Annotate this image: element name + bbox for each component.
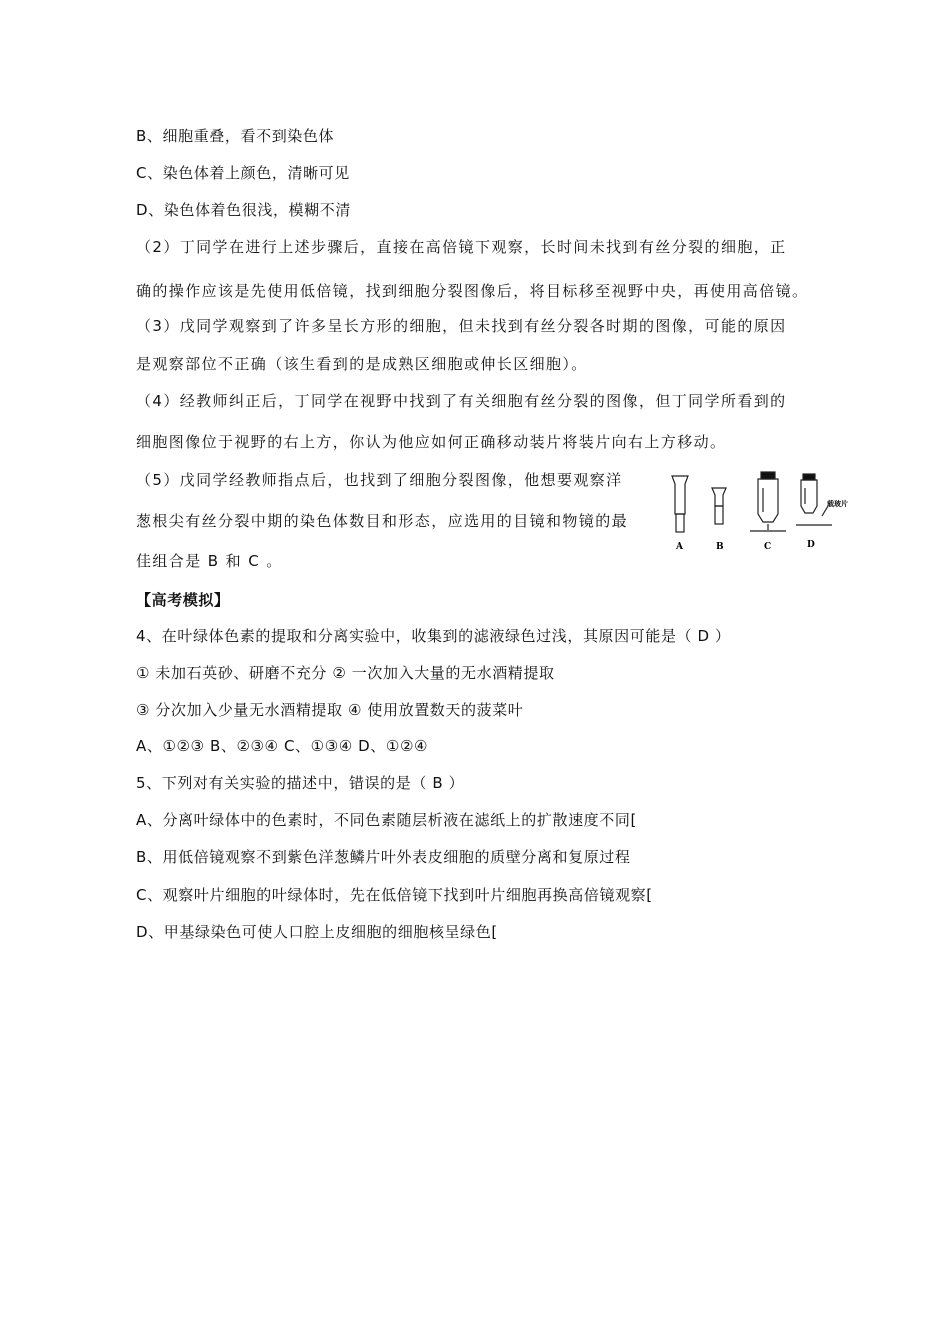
option-b-text: B、细胞重叠，看不到染色体: [136, 127, 335, 145]
question-2-line-2: 确的操作应该是先使用低倍镜，找到细胞分裂图像后，将目标移至视野中央，再使用高倍镜。: [136, 282, 809, 300]
option-d-text: D、染色体着色很浅，模糊不清: [136, 201, 351, 219]
slide-label: 载玻片: [827, 499, 848, 508]
section-heading: 【高考模拟】: [136, 591, 230, 609]
question-4-items-3-4: ③ 分次加入少量无水酒精提取 ④ 使用放置数天的菠菜叶: [136, 701, 524, 719]
lens-diagram: [662, 468, 862, 558]
question-5-line-2: 葱根尖有丝分裂中期的染色体数目和形态，应选用的目镜和物镜的最: [136, 512, 629, 530]
question-4-items-1-2: ① 未加石英砂、研磨不充分 ② 一次加入大量的无水酒精提取: [136, 664, 555, 682]
question-5-option-a: A、分离叶绿体中的色素时，不同色素随层析液在滤纸上的扩散速度不同[: [136, 811, 637, 829]
question-4-stem: 4、在叶绿体色素的提取和分离实验中，收集到的滤液绿色过浅，其原因可能是（ D ）: [136, 627, 731, 645]
question-5-option-b: B、用低倍镜观察不到紫色洋葱鳞片叶外表皮细胞的质壁分离和复原过程: [136, 848, 631, 866]
objective-c: [750, 472, 786, 531]
question-5-line-1: （5）戊同学经教师指点后，也找到了细胞分裂图像，他想要观察洋: [136, 471, 623, 489]
question-5-line-3: 佳组合是 B 和 C 。: [136, 552, 283, 570]
eyepiece-b: [712, 488, 726, 524]
question-5-option-d: D、甲基绿染色可使人口腔上皮细胞的细胞核呈绿色[: [136, 923, 498, 941]
figure-label-c: C: [764, 542, 772, 552]
question-4-options: A、①②③ B、②③④ C、①③④ D、①②④: [136, 737, 429, 755]
question-4-line-2: 细胞图像位于视野的右上方，你认为他应如何正确移动装片将装片向右上方移动。: [136, 433, 727, 451]
question-5-stem: 5、下列对有关实验的描述中，错误的是（ B ）: [136, 774, 465, 792]
figure-label-b: B: [716, 542, 724, 552]
question-5-option-c: C、观察叶片细胞的叶绿体时，先在低倍镜下找到叶片细胞再换高倍镜观察[: [136, 886, 653, 904]
question-3-line-2: 是观察部位不正确（该生看到的是成熟区细胞或伸长区细胞）。: [136, 355, 588, 373]
question-4-line-1: （4）经教师纠正后，丁同学在视野中找到了有关细胞有丝分裂的图像，但丁同学所看到的: [136, 392, 787, 410]
eyepiece-a: [672, 476, 688, 532]
figure-label-d: D: [807, 540, 815, 550]
question-3-line-1: （3）戊同学观察到了许多呈长方形的细胞，但未找到有丝分裂各时期的图像，可能的原因: [136, 317, 787, 335]
option-c-text: C、染色体着上颜色，清晰可见: [136, 164, 350, 182]
microscope-lens-figure: [662, 468, 862, 558]
question-2-line-1: （2）丁同学在进行上述步骤后，直接在高倍镜下观察，长时间未找到有丝分裂的细胞，正: [136, 238, 787, 256]
figure-label-a: A: [676, 542, 683, 552]
